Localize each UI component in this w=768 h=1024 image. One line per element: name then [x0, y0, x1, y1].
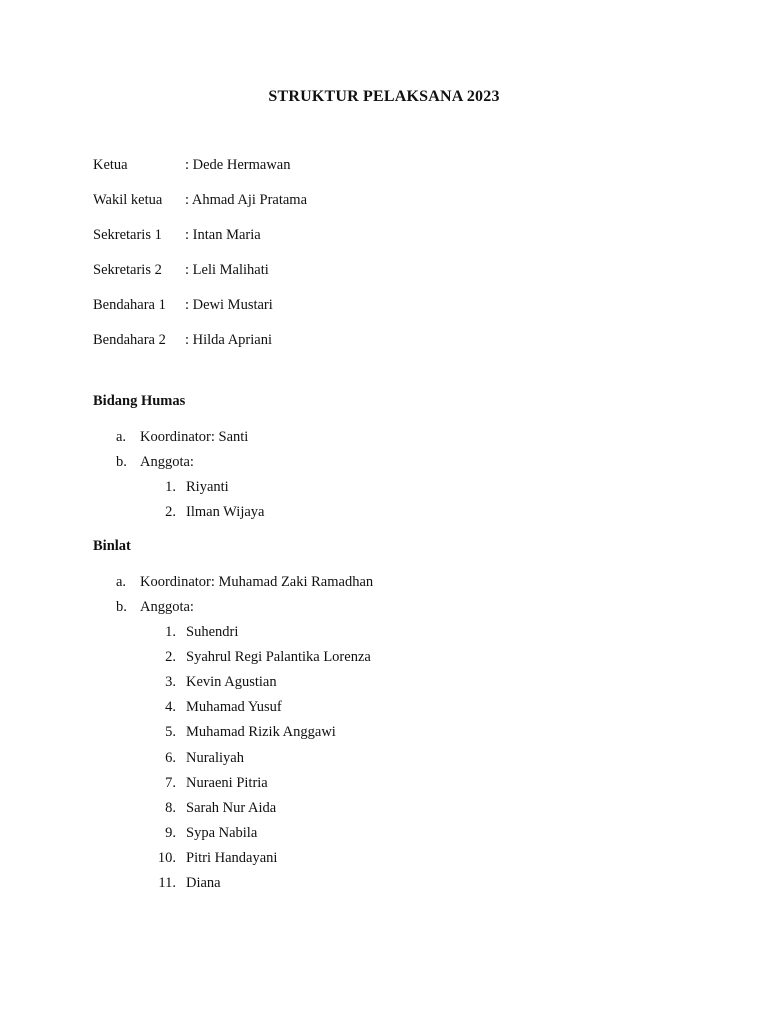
member-name: Syahrul Regi Palantika Lorenza	[186, 649, 371, 665]
officers-list	[93, 148, 307, 358]
officer-role: Bendahara 2	[93, 332, 166, 348]
officer-role: Ketua	[93, 157, 128, 173]
officer-row	[93, 183, 307, 218]
list-marker: a.	[116, 429, 127, 445]
members-label: Anggota:	[140, 454, 194, 470]
member-name: Suhendri	[186, 624, 239, 640]
member-name: Diana	[186, 875, 221, 891]
member-name: Kevin Agustian	[186, 674, 277, 690]
member-number: 2.	[165, 504, 176, 520]
member-name: Sarah Nur Aida	[186, 800, 277, 816]
officer-row	[93, 218, 307, 253]
officer-role: Sekretaris 2	[93, 262, 162, 278]
member-name: Muhamad Yusuf	[186, 699, 282, 715]
members-label: Anggota:	[140, 599, 194, 615]
officer-row	[93, 148, 307, 183]
member-number: 7.	[165, 775, 176, 791]
officer-name: : Dewi Mustari	[185, 297, 273, 313]
member-number: 2.	[165, 649, 176, 665]
officer-role: Sekretaris 1	[93, 227, 162, 243]
member-number: 8.	[165, 800, 176, 816]
officer-name: : Intan Maria	[185, 227, 261, 243]
list-marker: b.	[116, 599, 127, 615]
member-number: 10.	[157, 850, 176, 866]
coordinator-text: Koordinator: Muhamad Zaki Ramadhan	[140, 574, 374, 590]
page-title: STRUKTUR PELAKSANA 2023	[268, 88, 500, 105]
member-name: Riyanti	[186, 479, 229, 495]
officer-row	[93, 253, 307, 288]
member-number: 4.	[165, 699, 176, 715]
member-number: 9.	[165, 825, 176, 841]
officer-row	[93, 288, 307, 323]
list-marker: a.	[116, 574, 127, 590]
member-name: Pitri Handayani	[186, 850, 278, 866]
member-number: 1.	[165, 624, 176, 640]
member-name: Sypa Nabila	[186, 825, 258, 841]
officer-name: : Ahmad Aji Pratama	[185, 192, 308, 208]
member-name: Ilman Wijaya	[186, 504, 265, 520]
officer-name: : Hilda Apriani	[185, 332, 272, 348]
list-marker: b.	[116, 454, 127, 470]
member-name: Nuraeni Pitria	[186, 775, 268, 791]
section-heading-humas: Bidang Humas	[93, 393, 186, 409]
officer-name: : Dede Hermawan	[185, 157, 291, 173]
member-name: Nuraliyah	[186, 750, 244, 766]
officer-role: Bendahara 1	[93, 297, 166, 313]
member-name: Muhamad Rizik Anggawi	[186, 724, 336, 740]
member-number: 3.	[165, 674, 176, 690]
member-number: 5.	[165, 724, 176, 740]
member-number: 11.	[158, 875, 176, 891]
officer-row	[93, 323, 307, 358]
section-heading-binlat: Binlat	[93, 538, 131, 554]
member-number: 1.	[165, 479, 176, 495]
coordinator-text: Koordinator: Santi	[140, 429, 249, 445]
member-number: 6.	[165, 750, 176, 766]
officer-role: Wakil ketua	[93, 192, 163, 208]
officer-name: : Leli Malihati	[185, 262, 269, 278]
